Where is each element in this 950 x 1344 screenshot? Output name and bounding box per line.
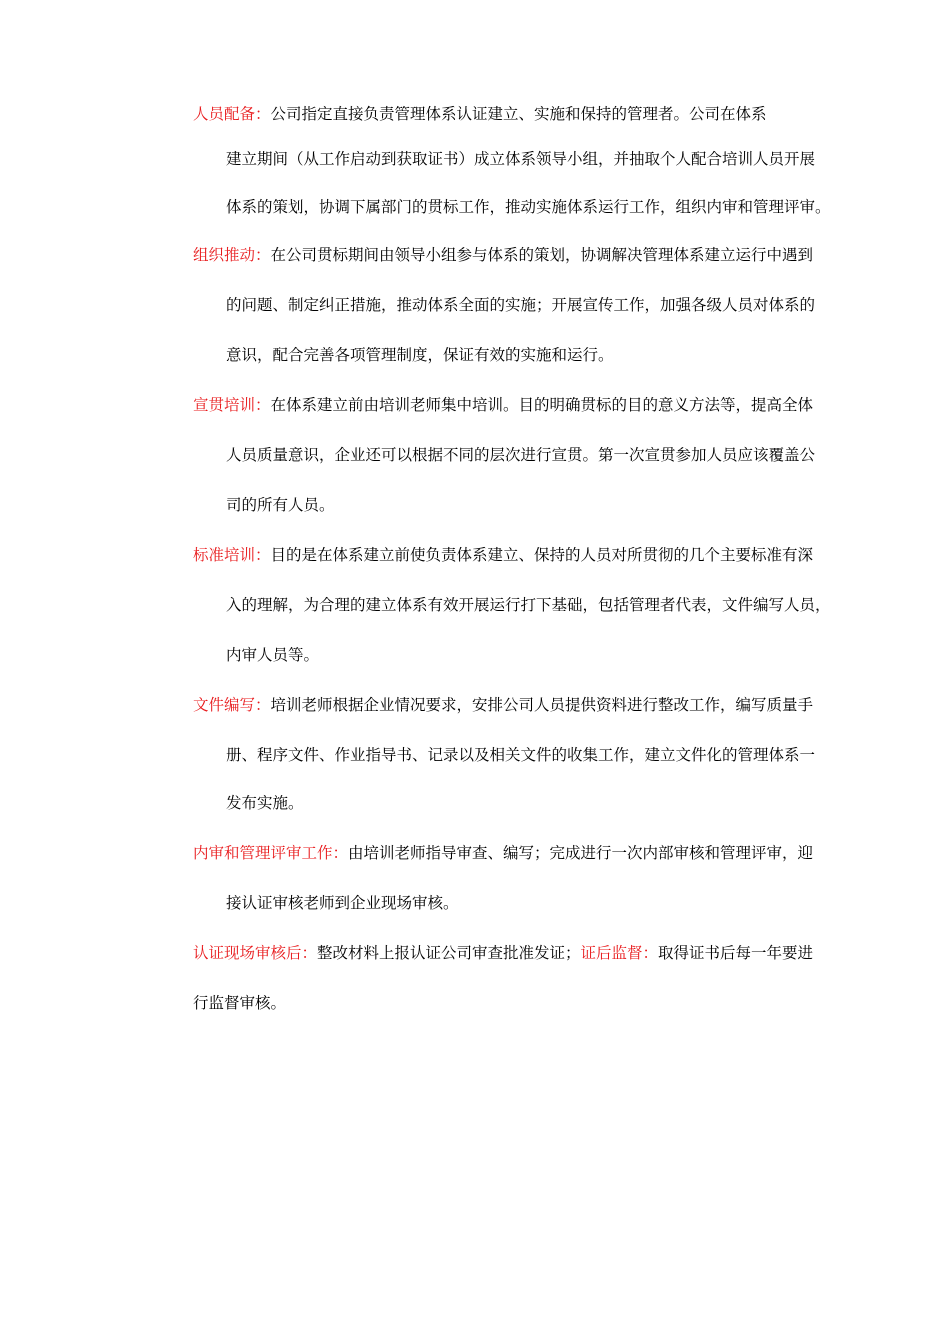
section-label: 人员配备： [193, 105, 271, 123]
section-awareness-training-line-3: 司的所有人员。 [226, 496, 335, 514]
section-text: 培训老师根据企业情况要求，安排公司人员提供资料进行整改工作，编写质量手 [270, 696, 814, 714]
section-label: 认证现场审核后： [193, 944, 318, 962]
section-standard-training-line-2: 入的理解，为合理的建立体系有效开展运行打下基础，包括管理者代表，文件编写人员， [226, 596, 831, 614]
section-label: 宣贯培训： [193, 396, 271, 414]
section-text: 在公司贯标期间由领导小组参与体系的策划，协调解决管理体系建立运行中遇到 [270, 246, 814, 264]
section-awareness-training-line-1 [193, 395, 813, 415]
section-standard-training-line-1 [193, 545, 813, 565]
section-personnel-line-1 [193, 104, 767, 124]
section-text: 整改材料上报认证公司审查批准发证； [317, 944, 581, 962]
section-text-secondary: 取得证书后每一年要进 [658, 944, 814, 962]
section-personnel-line-2: 建立期间（从工作启动到获取证书）成立体系领导小组，并抽取个人配合培训人员开展 [226, 150, 816, 168]
section-internal-audit-line-2: 接认证审核老师到企业现场审核。 [226, 894, 459, 912]
section-standard-training-line-3: 内审人员等。 [226, 646, 320, 664]
section-documentation-line-2: 册、程序文件、作业指导书、记录以及相关文件的收集工作，建立文件化的管理体系一 [226, 746, 816, 764]
section-promotion-line-2: 的问题、制定纠正措施，推动体系全面的实施；开展宣传工作，加强各级人员对体系的 [226, 296, 816, 314]
section-text: 公司指定直接负责管理体系认证建立、实施和保持的管理者。公司在体系 [270, 105, 767, 123]
section-personnel-line-3: 体系的策划，协调下属部门的贯标工作，推动实施体系运行工作，组织内审和管理评审。 [226, 198, 831, 216]
section-label: 文件编写： [193, 696, 271, 714]
section-promotion-line-1 [193, 245, 813, 265]
section-label: 组织推动： [193, 246, 271, 264]
section-text: 在体系建立前由培训老师集中培训。目的明确贯标的目的意义方法等，提高全体 [270, 396, 814, 414]
section-certification-audit-line-1 [193, 943, 813, 963]
section-certification-audit-line-2: 行监督审核。 [193, 994, 287, 1012]
section-awareness-training-line-2: 人员质量意识，企业还可以根据不同的层次进行宣贯。第一次宣贯参加人员应该覆盖公 [226, 446, 816, 464]
section-label: 内审和管理评审工作： [193, 844, 349, 862]
section-label: 标准培训： [193, 546, 271, 564]
section-promotion-line-3: 意识，配合完善各项管理制度，保证有效的实施和运行。 [226, 346, 614, 364]
section-label-secondary: 证后监督： [580, 944, 659, 962]
section-documentation-line-1 [193, 695, 813, 715]
section-text: 由培训老师指导审查、编写；完成进行一次内部审核和管理评审，迎 [348, 844, 814, 862]
section-documentation-line-3: 发布实施。 [226, 794, 304, 812]
section-text: 目的是在体系建立前使负责体系建立、保持的人员对所贯彻的几个主要标准有深 [270, 546, 814, 564]
section-internal-audit-line-1 [193, 843, 813, 863]
